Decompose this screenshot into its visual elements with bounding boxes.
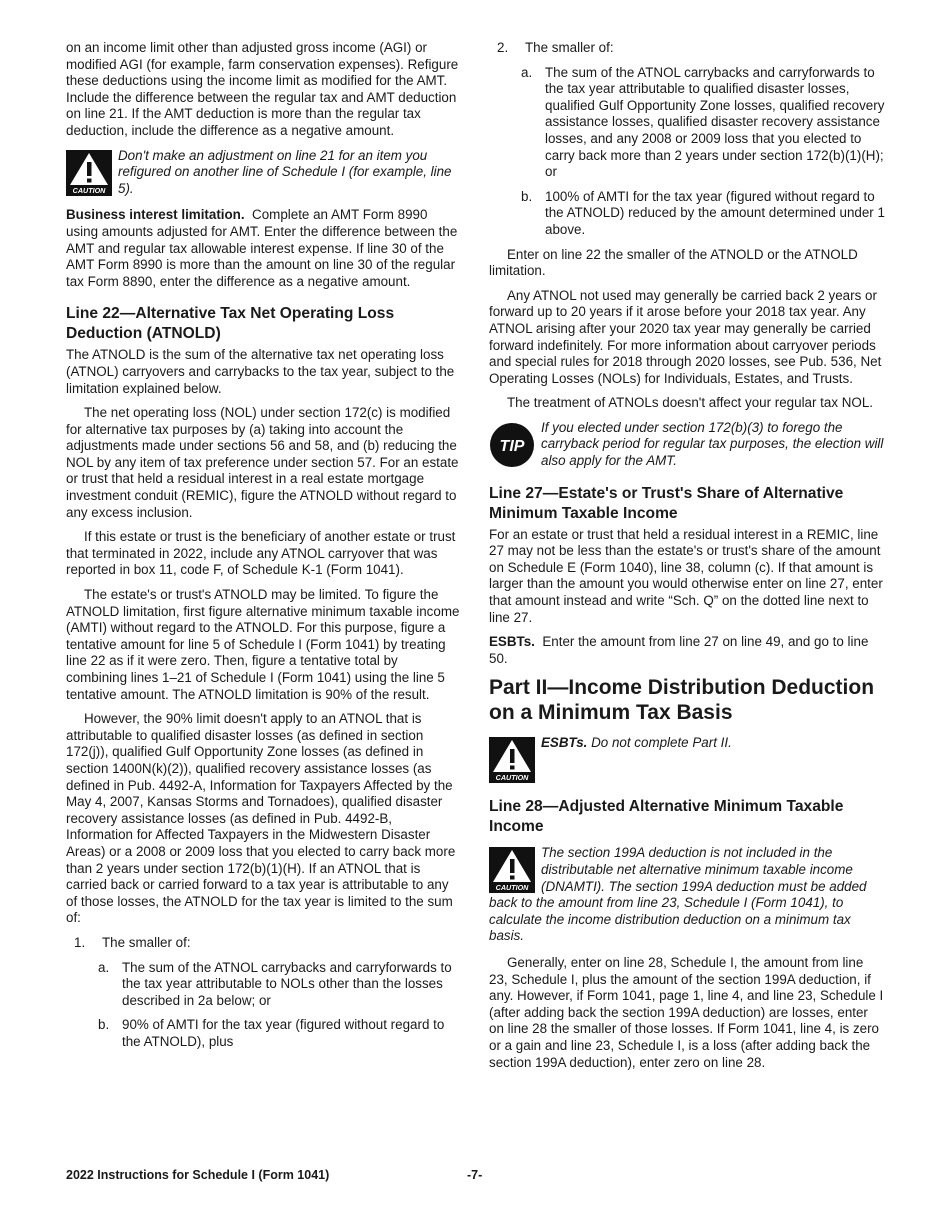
caution-icon	[489, 847, 535, 893]
part2-heading: Part II—Income Distribution Deduction on a Minimum Tax Basis	[489, 676, 875, 725]
line27-heading: Line 27—Estate's or Trust's Share of Alternative Minimum Taxable Income	[489, 484, 844, 522]
carryover-paragraph: Any ATNOL not used may generally be carried back 2 years or forward up to 20 years if it arose before your 2018 tax year. Any ATNOL arising after your 2020 tax year may generally be carried forward indefinitely. For more information about carryover periods and special rules for 2018 through 2020 losses, see Pub. 536, Net Operating Losses (NOLs) for Individuals, Estates, and Trusts.	[489, 287, 882, 386]
list-marker: b.	[521, 188, 533, 204]
tip-icon-label: TIP	[499, 437, 525, 455]
caution-note	[489, 735, 885, 783]
list-text: 100% of AMTI for the tax year (figured without regard to the ATNOLD) reduced by the amount determined under 1 above.	[545, 188, 885, 237]
list-marker: a.	[521, 64, 533, 80]
caution-note	[66, 148, 461, 198]
esbt-paragraph	[489, 634, 885, 667]
footer-title: 2022 Instructions for Schedule I (Form 1041)	[66, 1168, 330, 1182]
caution-icon	[489, 737, 535, 783]
caution-icon-label: CAUTION	[495, 773, 529, 783]
caution-note	[489, 845, 885, 945]
enter-line22-paragraph: Enter on line 22 the smaller of the ATNOLD or the ATNOLD limitation.	[489, 246, 858, 279]
caution-icon-label: CAUTION	[72, 185, 106, 195]
list-marker: 1.	[74, 934, 86, 950]
line28-heading: Line 28—Adjusted Alternative Minimum Taxable Income	[489, 798, 844, 836]
page-number: -7-	[467, 1168, 483, 1182]
tip-text: If you elected under section 172(b)(3) to forego the carryback period for regular tax purposes, the election will also apply for the AMT.	[541, 419, 884, 469]
list-text: The smaller of:	[102, 934, 191, 950]
list-text: The sum of the ATNOL carrybacks and carryforwards to the tax year attributable to NOLs other than the losses described in 2a below; or	[122, 959, 452, 1008]
ninety-percent-paragraph: However, the 90% limit doesn't apply to an ATNOL that is attributable to qualified disaster losses (as defined in section 172(j)), qualified Gulf Opportunity Zone losses (as defined in section 1400N(k)(2)), qualified recovery assistance losses (as defined in Pub. 4492-A, Information for Taxpayers Affected by the May 4, 2007, Kansas Storms and Tornadoes), qualified disaster recovery assistance losses (as defined in Pub. 4492-B, Information for Affected Taxpayers in the Midwestern Disaster Areas) or a 2008 or 2009 loss that you elected to carry back more than 2 years under section 172(b)(1)(H). If an ATNOL that is carried back or carried forward to a tax year is attributable to any of those losses, the ATNOLD for the tax year is limited to the sum of:	[66, 711, 456, 926]
caution-icon-label: CAUTION	[495, 883, 529, 893]
business-interest-paragraph	[66, 207, 461, 290]
remic-paragraph: For an estate or trust that held a residual interest in a REMIC, line 27 may not be less than the estate's or trust's share of the amount on Schedule E (Form 1040), line 38, column (c). If that amount is larger than the amount you would otherwise enter on line 27, enter that amount instead and write “Sch. Q” on the dotted line next to line 27.	[489, 526, 883, 625]
caution-text: Don't make an adjustment on line 21 for an item you refigured on another line of Schedule I (for example, line 5).	[118, 147, 452, 196]
right-column	[489, 40, 885, 1079]
beneficiary-paragraph: If this estate or trust is the beneficiary of another estate or trust that terminated in 2022, include any ATNOL carryover that was reported in box 11, code F, of Schedule K-1 (Form 1041).	[66, 529, 456, 578]
caution-icon	[66, 150, 112, 196]
list-item-2	[497, 40, 885, 57]
list-marker: b.	[98, 1017, 110, 1033]
tip-note	[489, 420, 885, 470]
business-interest-heading: Business interest limitation.	[66, 207, 245, 223]
regular-nol-paragraph: The treatment of ATNOLs doesn't affect your regular tax NOL.	[507, 395, 874, 411]
nol-modification-paragraph: The net operating loss (NOL) under section 172(c) is modified for alternative tax purposes by (a) taking into account the adjustments made under sections 56 and 58, and (b) reducing the NOL by any item of tax preference under section 57. For an estate or trust that held a residual interest in a real estate mortgage investment conduit (REMIC), figure the ATNOLD without regard to any excess inclusion.	[66, 405, 459, 520]
tip-icon	[489, 422, 535, 468]
list-marker: a.	[98, 959, 110, 975]
esbt-heading: ESBTs.	[489, 634, 535, 650]
list-item-2b	[521, 189, 885, 239]
list-item-1	[74, 935, 461, 952]
list-text: 90% of AMTI for the tax year (figured without regard to the ATNOLD), plus	[122, 1017, 445, 1049]
list-marker: 2.	[497, 40, 509, 55]
atnold-limitation-paragraph: The estate's or trust's ATNOLD may be limited. To figure the ATNOLD limitation, first figure alternative minimum taxable income (AMTI) without regard to the ATNOLD. For this purpose, figure a tentative amount for line 5 of Schedule I (Form 1041) by treating line 22 as if it were zero. Then, figure a tentative total by combining lines 1–21 of Schedule I (Form 1041) using the line 5 tentative amount. The ATNOLD limitation is 90% of the result.	[66, 587, 460, 702]
caution-esbt-bold: ESBTs.	[541, 735, 588, 751]
list-item-2a	[521, 65, 885, 181]
list-item-1a	[98, 960, 461, 1010]
atnold-definition: The ATNOLD is the sum of the alternative tax net operating loss (ATNOL) carryovers and carrybacks to the tax year, subject to the limitation explained below.	[66, 347, 455, 396]
caution-text: Do not complete Part II.	[591, 735, 732, 751]
list-item-1b	[98, 1017, 461, 1050]
caution-text: The section 199A deduction is not included in the distributable net alternative minimum taxable income (DNAMTI). The section 199A deduction must be added back to the amount from line 23, Schedule I (Form 1041), to calculate the income distribution deduction on a minimum tax basis.	[489, 845, 867, 944]
page-footer	[66, 1168, 886, 1182]
list-text: The sum of the ATNOL carrybacks and carryforwards to the tax year attributable to qualified disaster losses, qualified Gulf Opportunity Zone losses, qualified recovery assistance losses, qualified disaster recovery assistance losses, and any 2008 or 2009 loss that you elected to carry back more than 2 years under section 172(b)(1)(H); or	[545, 64, 885, 180]
esbt-text: Enter the amount from line 27 on line 49, and go to line 50.	[489, 634, 869, 666]
left-column	[66, 40, 461, 1058]
intro-paragraph: on an income limit other than adjusted gross income (AGI) or modified AGI (for example, farm conservation expenses). Refigure these deductions using the income limit as modified for the AMT. Include the difference between the regular tax and AMT deduction on line 21. If the AMT deduction is more than the regular tax deduction, include the difference as a negative amount.	[66, 40, 459, 138]
business-interest-text: Complete an AMT Form 8990 using amounts adjusted for AMT. Enter the difference between the AMT and regular tax allowable interest expense. If line 30 of the AMT Form 8990 is more than the amount on line 30 of the regular tax Form 8890, enter the difference as a negative amount.	[66, 207, 458, 289]
list-text: The smaller of:	[525, 40, 614, 55]
line28-instructions: Generally, enter on line 28, Schedule I, the amount from line 23, Schedule I, plus the amount of the section 199A deduction, if any. However, if Form 1041, page 1, line 4, and line 23, Schedule I (after adding back the section 199A deduction) are losses, enter on line 28 the smaller of those losses. If Form 1041, line 4, is zero or a gain and line 23, Schedule I, is a loss (after adding back the section 199A deduction), enter zero on line 28.	[489, 954, 884, 1070]
line22-heading: Line 22—Alternative Tax Net Operating Loss Deduction (ATNOLD)	[66, 305, 395, 343]
